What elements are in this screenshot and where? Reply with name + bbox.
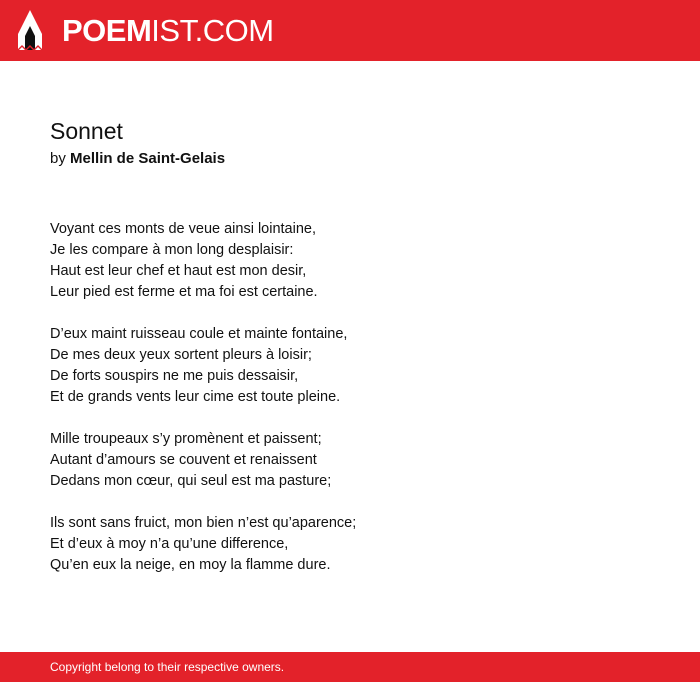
poem-body — [50, 219, 356, 597]
poem-byline — [50, 149, 225, 169]
poem-line: Et de grands vents leur cime est toute pleine. — [50, 389, 341, 405]
poem-line: Autant d’amours se couvent et renaissent — [50, 452, 317, 468]
logo-text-light: IST.COM — [151, 13, 274, 48]
site-footer — [0, 652, 700, 682]
byline-prefix: by — [50, 150, 66, 167]
poem-line: Ils sont sans fruict, mon bien n’est qu’aparence; — [50, 515, 357, 531]
site-logo[interactable] — [62, 13, 274, 49]
poem-line: Mille troupeaux s’y promènent et paissent; — [50, 431, 322, 447]
poem-line: Je les compare à mon long desplaisir: — [50, 242, 294, 258]
poem-line: Dedans mon cœur, qui seul est ma pasture; — [50, 473, 332, 489]
pencil-tip-icon — [17, 9, 43, 51]
poem-line: D’eux maint ruisseau coule et mainte fontaine, — [50, 326, 348, 342]
poem-line: Haut est leur chef et haut est mon desir, — [50, 263, 307, 279]
poem-stanza — [50, 324, 356, 408]
poem-title: Sonnet — [50, 118, 123, 144]
poem-stanza — [50, 513, 356, 576]
site-header — [0, 0, 700, 61]
logo-text-bold: POEM — [62, 13, 152, 48]
poem-line: Leur pied est ferme et ma foi est certaine. — [50, 284, 318, 300]
poem-line: Et d’eux à moy n’a qu’une difference, — [50, 536, 289, 552]
poem-line: De forts souspirs ne me puis dessaisir, — [50, 368, 299, 384]
poem-line: De mes deux yeux sortent pleurs à loisir; — [50, 347, 312, 363]
poem-stanza — [50, 429, 356, 492]
poem-line: Qu’en eux la neige, en moy la flamme dure. — [50, 557, 331, 573]
poem-stanza — [50, 219, 356, 303]
poem-author: Mellin de Saint-Gelais — [70, 150, 226, 167]
poem-line: Voyant ces monts de veue ainsi lointaine, — [50, 221, 316, 237]
copyright-notice: Copyright belong to their respective owners. — [50, 660, 285, 674]
